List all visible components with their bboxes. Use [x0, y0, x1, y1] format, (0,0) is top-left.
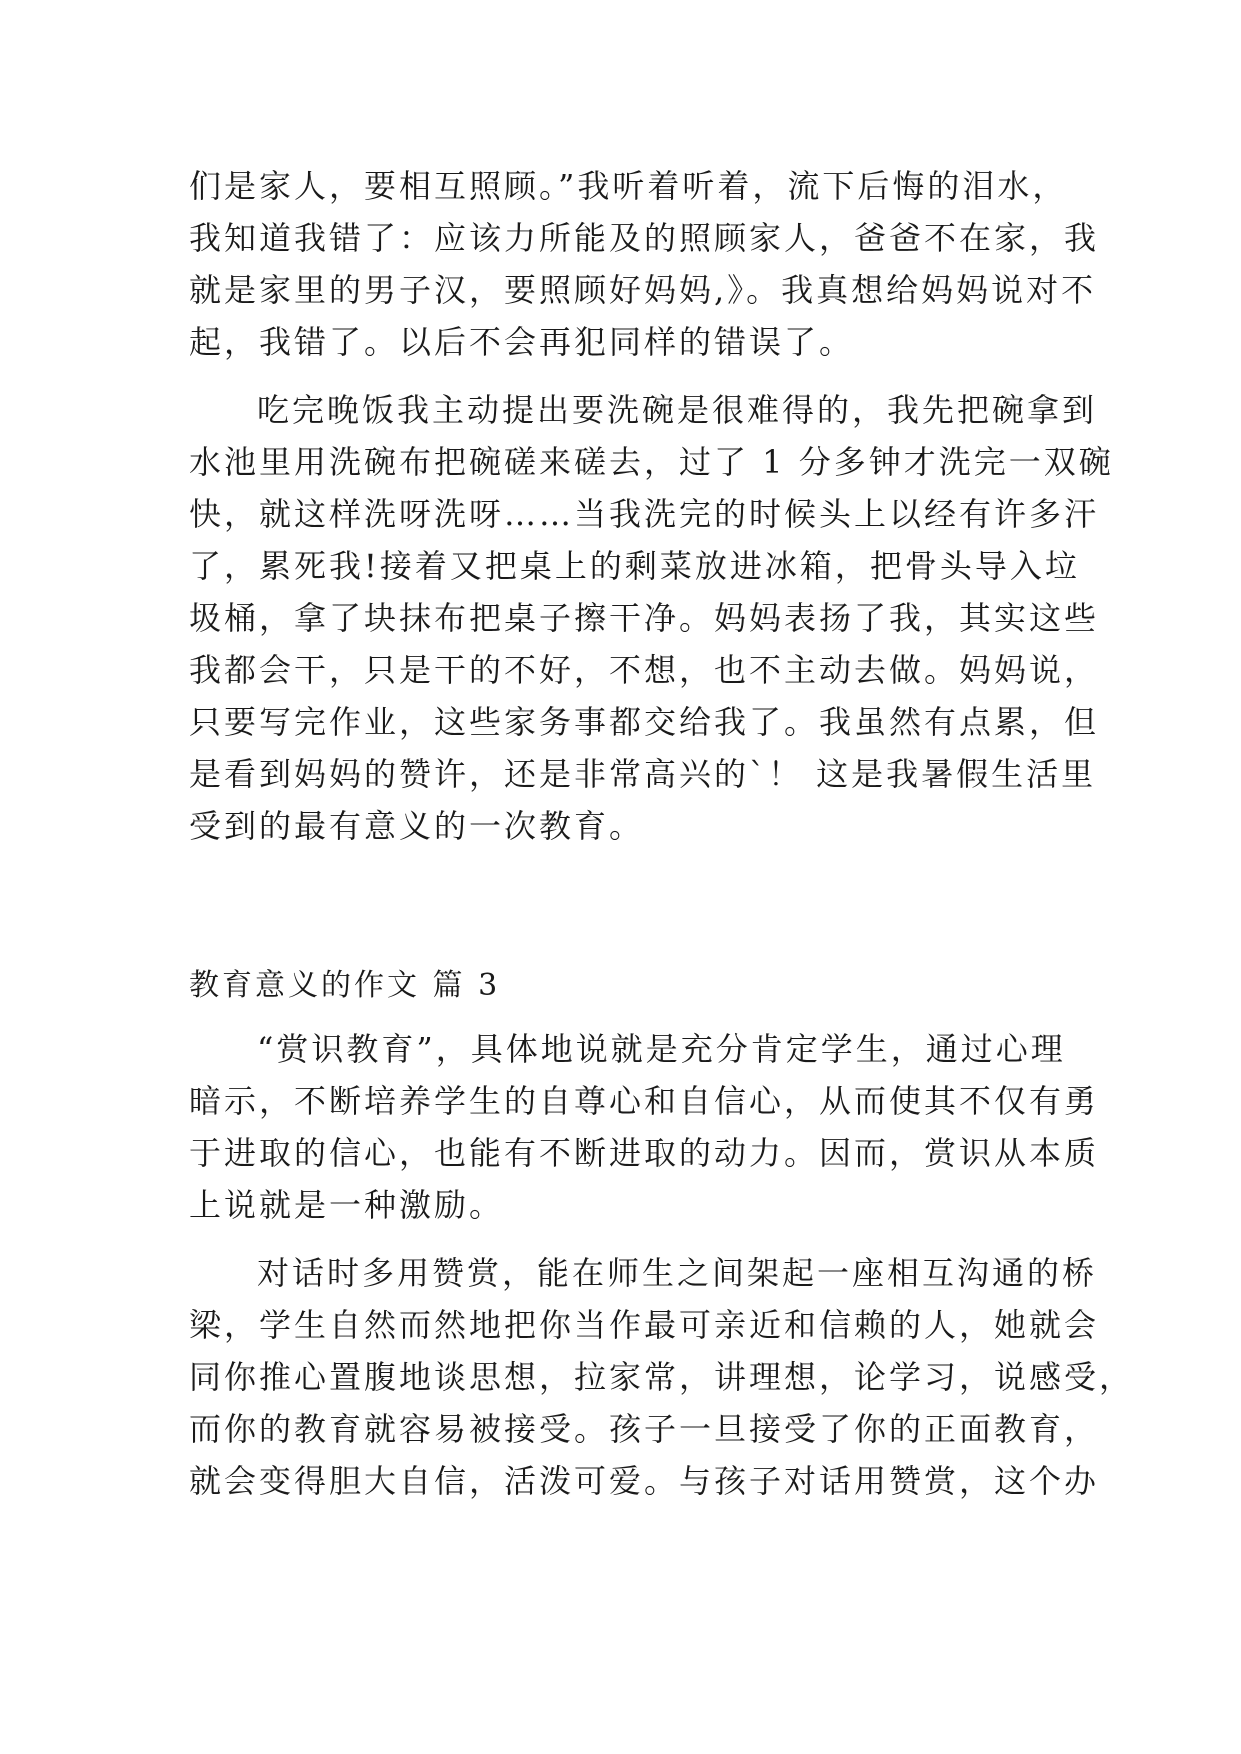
- text-line: “赏识教育”，具体地说就是充分肯定学生，通过心理: [257, 1030, 1066, 1068]
- text-line: 于进取的信心，也能有不断进取的动力。因而，赏识从本质: [189, 1134, 1100, 1172]
- text-line: 而你的教育就容易被接受。孩子一旦接受了你的正面教育，: [189, 1410, 1100, 1448]
- text-line: 就是家里的男子汉，要照顾好妈妈,》。我真想给妈妈说对不: [189, 271, 1097, 309]
- text-line: 圾桶，拿了块抹布把桌子擦干净。妈妈表扬了我，其实这些: [189, 599, 1100, 637]
- text-line: 受到的最有意义的一次教育。: [189, 807, 645, 845]
- text-line: 吃完晚饭我主动提出要洗碗是很难得的，我先把碗拿到: [257, 391, 1098, 429]
- text-line: 起，我错了。以后不会再犯同样的错误了。: [189, 323, 855, 361]
- text-line: 是看到妈妈的赞许，还是非常高兴的`！ 这是我暑假生活里: [189, 755, 1097, 793]
- text-line: 梁，学生自然而然地把你当作最可亲近和信赖的人，她就会: [189, 1306, 1100, 1344]
- text-line: 只要写完作业，这些家务事都交给我了。我虽然有点累，但: [189, 703, 1100, 741]
- paragraph-2: [189, 384, 1114, 852]
- paragraph-1: [189, 160, 1100, 368]
- text-line: 水池里用洗碗布把碗磋来磋去，过了 1 分多钟才洗完一双碗: [189, 443, 1114, 481]
- text-line: 我知道我错了：应该力所能及的照顾家人，爸爸不在家，我: [189, 219, 1100, 257]
- paragraph-3: [189, 1023, 1100, 1231]
- text-line: 快，就这样洗呀洗呀……当我洗完的时候头上以经有许多汗: [189, 495, 1100, 533]
- text-line: 上说就是一种激励。: [189, 1186, 505, 1224]
- text-line: 暗示，不断培养学生的自尊心和自信心，从而使其不仅有勇: [189, 1082, 1100, 1120]
- text-line: 就会变得胆大自信，活泼可爱。与孩子对话用赞赏，这个办: [189, 1462, 1100, 1500]
- text-line: 对话时多用赞赏，能在师生之间架起一座相互沟通的桥: [257, 1254, 1098, 1292]
- text-line: 同你推心置腹地谈思想，拉家常，讲理想，论学习，说感受，: [189, 1358, 1135, 1396]
- text-line: 我都会干，只是干的不好，不想，也不主动去做。妈妈说，: [189, 651, 1100, 689]
- section-heading: 教育意义的作文 篇 3: [189, 968, 501, 1003]
- text-line: 了，累死我!接着又把桌上的剩菜放进冰箱，把骨头导入垃: [189, 547, 1080, 585]
- text-line: 们是家人，要相互照顾。”我听着听着，流下后悔的泪水，: [189, 167, 1068, 205]
- paragraph-4: [189, 1247, 1135, 1507]
